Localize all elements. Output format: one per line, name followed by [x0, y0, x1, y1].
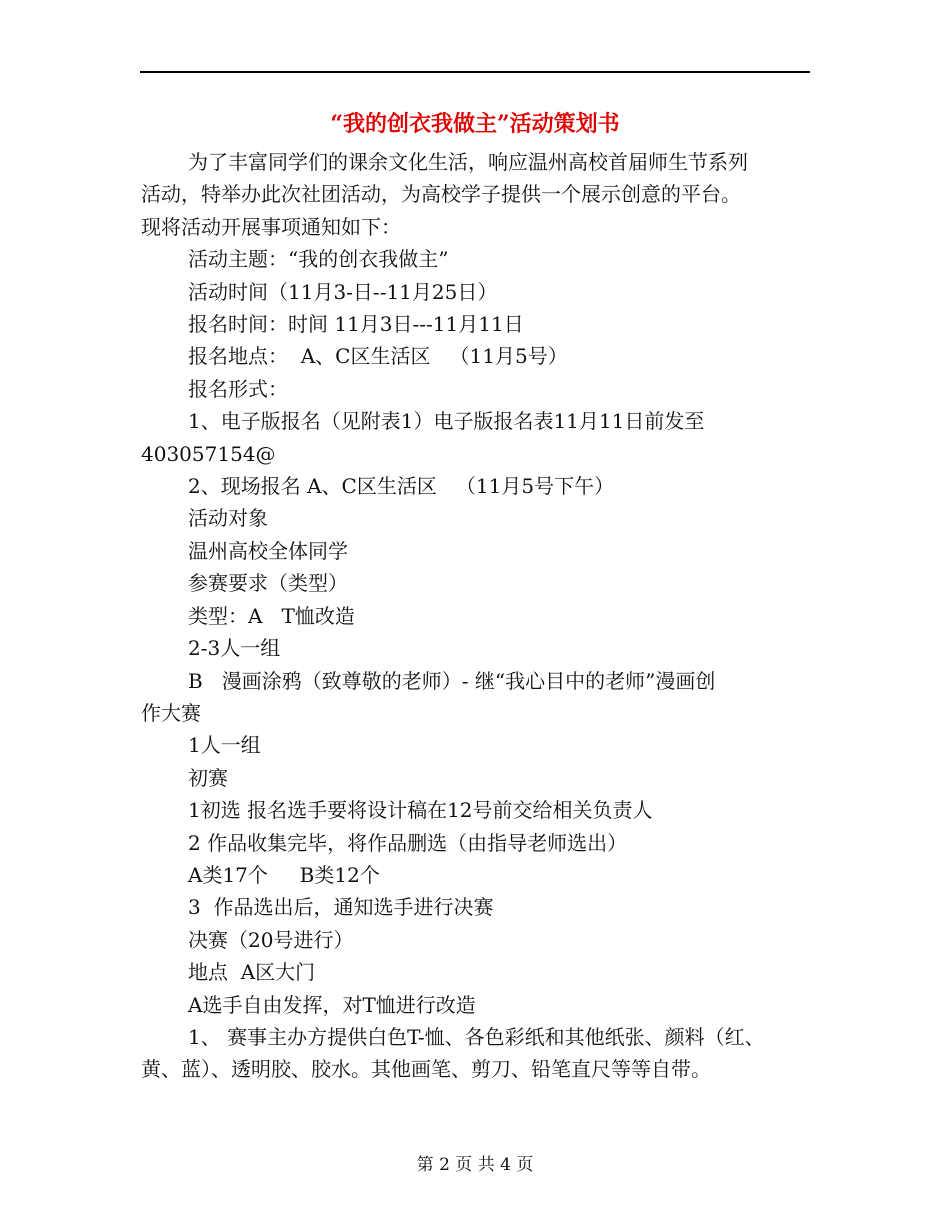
paragraph: 报名地点： A、C区生活区 （11月5号）	[188, 344, 568, 369]
paragraph: 403057154@	[141, 441, 276, 466]
paragraph: 黄、蓝）、透明胶、胶水。其他画笔、剪刀、铅笔直尺等等自带。	[141, 1057, 711, 1082]
paragraph: 参赛要求（类型）	[188, 571, 348, 596]
paragraph: 类型：A T恤改造	[188, 603, 355, 628]
paragraph: A选手自由发挥，对T恤进行改造	[188, 992, 476, 1017]
paragraph: 初赛	[188, 765, 228, 790]
paragraph: 报名形式：	[188, 376, 288, 401]
paragraph: 2-3人一组	[188, 636, 281, 661]
page-number-footer: 第 2 页 共 4 页	[416, 1155, 534, 1175]
document-body	[141, 146, 821, 1086]
paragraph: 2 作品收集完毕，将作品删选（由指导老师选出）	[188, 830, 628, 855]
paragraph: 2、现场报名 A、C区生活区 （11月5号下午）	[188, 474, 615, 499]
paragraph: 报名时间：时间 11月3日---11月11日	[188, 312, 524, 337]
paragraph: 决赛（20号进行）	[188, 927, 354, 952]
paragraph: 活动，特举办此次社团活动，为高校学子提供一个展示创意的平台。	[141, 182, 741, 207]
paragraph: 温州高校全体同学	[188, 538, 348, 563]
paragraph: 1、 赛事主办方提供白色T-恤、各色彩纸和其他纸张、颜料（红、	[188, 1024, 765, 1049]
paragraph: 现将活动开展事项通知如下：	[141, 214, 401, 239]
paragraph: 作大赛	[141, 700, 201, 725]
paragraph: 活动对象	[188, 506, 268, 531]
paragraph: B 漫画涂鸦（致尊敬的老师）- 继“我心目中的老师”漫画创	[188, 668, 716, 693]
paragraph: 1人一组	[188, 733, 261, 758]
header-rule	[140, 71, 810, 73]
paragraph: 活动时间（11月3-日--11月25日）	[188, 279, 498, 304]
document-title: “我的创衣我做主”活动策划书	[330, 111, 620, 137]
paragraph: 为了丰富同学们的课余文化生活，响应温州高校首届师生节系列	[188, 150, 748, 174]
paragraph: A类17个 B类12个	[188, 862, 380, 887]
paragraph: 活动主题：“我的创衣我做主”	[188, 247, 449, 272]
paragraph: 1初选 报名选手要将设计稿在12号前交给相关负责人	[188, 798, 653, 823]
paragraph: 地点 A区大门	[188, 960, 316, 985]
paragraph: 1、电子版报名（见附表1）电子版报名表11月11日前发至	[188, 409, 705, 434]
paragraph: 3 作品选出后，通知选手进行决赛	[188, 895, 494, 920]
